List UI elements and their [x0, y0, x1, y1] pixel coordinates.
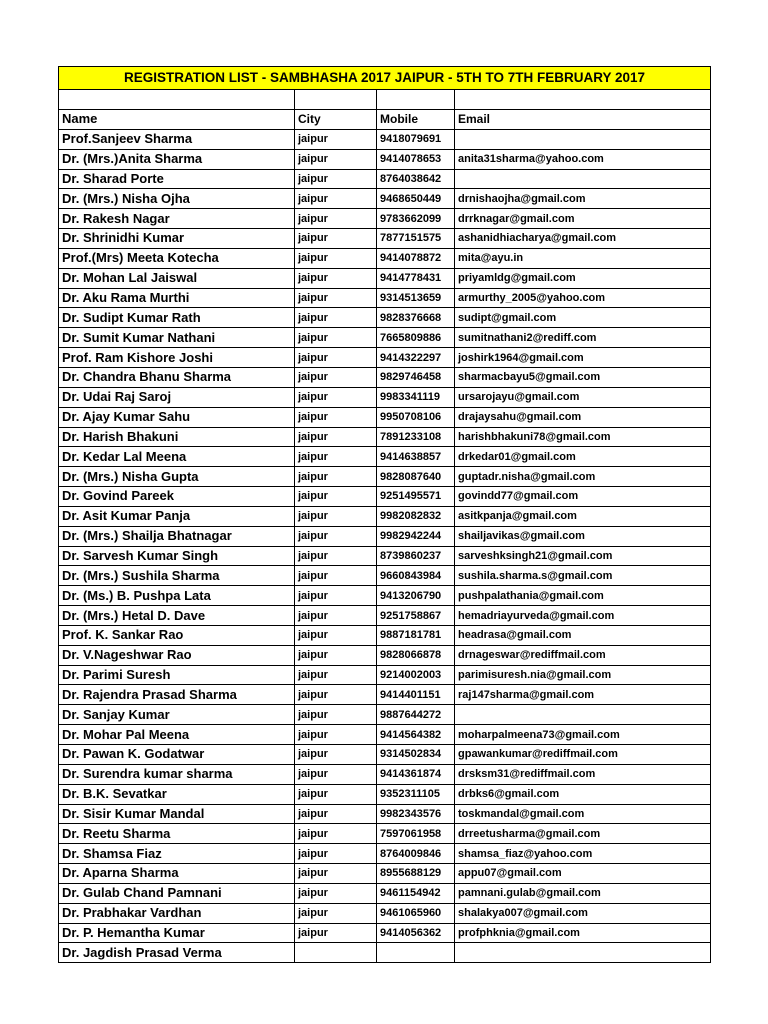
header-email: Email: [455, 110, 711, 130]
city-cell: jaipur: [295, 149, 377, 169]
table-row: [59, 645, 711, 665]
table-row: [59, 149, 711, 169]
mobile-cell: 9950708106: [377, 407, 455, 427]
email-cell: headrasa@gmail.com: [455, 625, 711, 645]
table-row: [59, 248, 711, 268]
table-row: [59, 506, 711, 526]
table-row: [59, 308, 711, 328]
table-row: [59, 864, 711, 884]
mobile-cell: 9982082832: [377, 506, 455, 526]
email-cell: drsksm31@rediffmail.com: [455, 764, 711, 784]
mobile-cell: 9887644272: [377, 705, 455, 725]
email-cell: toskmandal@gmail.com: [455, 804, 711, 824]
table-row: [59, 625, 711, 645]
table-row: [59, 606, 711, 626]
city-cell: jaipur: [295, 367, 377, 387]
city-cell: jaipur: [295, 189, 377, 209]
email-cell: moharpalmeena73@gmail.com: [455, 725, 711, 745]
name-cell: Dr. P. Hemantha Kumar: [59, 923, 295, 943]
email-cell: [455, 169, 711, 189]
email-cell: pamnani.gulab@gmail.com: [455, 883, 711, 903]
email-cell: drkedar01@gmail.com: [455, 447, 711, 467]
name-cell: Dr. Sarvesh Kumar Singh: [59, 546, 295, 566]
mobile-cell: 8764009846: [377, 844, 455, 864]
mobile-cell: 7891233108: [377, 427, 455, 447]
email-cell: parimisuresh.nia@gmail.com: [455, 665, 711, 685]
table-row: [59, 467, 711, 487]
email-cell: ashanidhiacharya@gmail.com: [455, 229, 711, 249]
table-row: [59, 804, 711, 824]
header-row: [59, 110, 711, 130]
city-cell: jaipur: [295, 844, 377, 864]
email-cell: shalakya007@gmail.com: [455, 903, 711, 923]
name-cell: Dr. Aku Rama Murthi: [59, 288, 295, 308]
email-cell: sumitnathani2@rediff.com: [455, 328, 711, 348]
name-cell: Dr. (Mrs.) Shailja Bhatnagar: [59, 526, 295, 546]
mobile-cell: 9783662099: [377, 209, 455, 229]
table-row: [59, 209, 711, 229]
table-row: [59, 725, 711, 745]
table-row: [59, 526, 711, 546]
email-cell: drreetusharma@gmail.com: [455, 824, 711, 844]
name-cell: Dr. Reetu Sharma: [59, 824, 295, 844]
table-row: [59, 784, 711, 804]
email-cell: profphknia@gmail.com: [455, 923, 711, 943]
city-cell: jaipur: [295, 407, 377, 427]
name-cell: Dr. Jagdish Prasad Verma: [59, 943, 295, 963]
mobile-cell: 9828376668: [377, 308, 455, 328]
city-cell: jaipur: [295, 268, 377, 288]
city-cell: [295, 943, 377, 963]
sheet-title: REGISTRATION LIST - SAMBHASHA 2017 JAIPUR - 5TH TO 7TH FEBRUARY 2017: [59, 67, 711, 90]
email-cell: sushila.sharma.s@gmail.com: [455, 566, 711, 586]
table-row: [59, 566, 711, 586]
email-cell: shailjavikas@gmail.com: [455, 526, 711, 546]
name-cell: Dr. V.Nageshwar Rao: [59, 645, 295, 665]
city-cell: jaipur: [295, 586, 377, 606]
name-cell: Dr. Mohan Lal Jaiswal: [59, 268, 295, 288]
table-row: [59, 367, 711, 387]
table-row: [59, 546, 711, 566]
table-row: [59, 903, 711, 923]
city-cell: jaipur: [295, 387, 377, 407]
table-row: [59, 169, 711, 189]
registration-table: [58, 66, 711, 963]
city-cell: jaipur: [295, 784, 377, 804]
name-cell: Dr. Harish Bhakuni: [59, 427, 295, 447]
city-cell: jaipur: [295, 328, 377, 348]
city-cell: jaipur: [295, 229, 377, 249]
city-cell: jaipur: [295, 288, 377, 308]
header-name: Name: [59, 110, 295, 130]
email-cell: ursarojayu@gmail.com: [455, 387, 711, 407]
header-city: City: [295, 110, 377, 130]
city-cell: jaipur: [295, 685, 377, 705]
name-cell: Dr. Shamsa Fiaz: [59, 844, 295, 864]
name-cell: Dr. Pawan K. Godatwar: [59, 745, 295, 765]
email-cell: joshirk1964@gmail.com: [455, 348, 711, 368]
blank-row: [59, 90, 711, 110]
mobile-cell: 9414401151: [377, 685, 455, 705]
table-row: [59, 328, 711, 348]
table-row: [59, 923, 711, 943]
mobile-cell: 9461065960: [377, 903, 455, 923]
table-row: [59, 883, 711, 903]
mobile-cell: 8764038642: [377, 169, 455, 189]
name-cell: Prof.Sanjeev Sharma: [59, 129, 295, 149]
name-cell: Dr. (Mrs.) Sushila Sharma: [59, 566, 295, 586]
city-cell: jaipur: [295, 308, 377, 328]
name-cell: Dr. Gulab Chand Pamnani: [59, 883, 295, 903]
mobile-cell: 9414322297: [377, 348, 455, 368]
email-cell: mita@ayu.in: [455, 248, 711, 268]
city-cell: jaipur: [295, 546, 377, 566]
city-cell: jaipur: [295, 764, 377, 784]
name-cell: Dr. Mohar Pal Meena: [59, 725, 295, 745]
email-cell: [455, 129, 711, 149]
title-row: [59, 67, 711, 90]
city-cell: jaipur: [295, 447, 377, 467]
city-cell: jaipur: [295, 864, 377, 884]
header-mobile: Mobile: [377, 110, 455, 130]
email-cell: harishbhakuni78@gmail.com: [455, 427, 711, 447]
name-cell: Dr. Rajendra Prasad Sharma: [59, 685, 295, 705]
email-cell: drajaysahu@gmail.com: [455, 407, 711, 427]
name-cell: Prof. Ram Kishore Joshi: [59, 348, 295, 368]
email-cell: pushpalathania@gmail.com: [455, 586, 711, 606]
name-cell: Dr. (Mrs.) Nisha Gupta: [59, 467, 295, 487]
email-cell: sarveshksingh21@gmail.com: [455, 546, 711, 566]
city-cell: jaipur: [295, 506, 377, 526]
mobile-cell: 7597061958: [377, 824, 455, 844]
name-cell: Dr. (Mrs.) Nisha Ojha: [59, 189, 295, 209]
name-cell: Dr. (Mrs.)Anita Sharma: [59, 149, 295, 169]
city-cell: jaipur: [295, 248, 377, 268]
email-cell: govindd77@gmail.com: [455, 487, 711, 507]
table-row: [59, 427, 711, 447]
mobile-cell: 9983341119: [377, 387, 455, 407]
table-row: [59, 943, 711, 963]
name-cell: Dr. Govind Pareek: [59, 487, 295, 507]
table-row: [59, 348, 711, 368]
name-cell: Dr. B.K. Sevatkar: [59, 784, 295, 804]
name-cell: Dr. Udai Raj Saroj: [59, 387, 295, 407]
mobile-cell: 9352311105: [377, 784, 455, 804]
name-cell: Dr. Sisir Kumar Mandal: [59, 804, 295, 824]
table-row: [59, 407, 711, 427]
mobile-cell: 9887181781: [377, 625, 455, 645]
mobile-cell: 9828087640: [377, 467, 455, 487]
city-cell: jaipur: [295, 625, 377, 645]
name-cell: Dr. Sanjay Kumar: [59, 705, 295, 725]
email-cell: guptadr.nisha@gmail.com: [455, 467, 711, 487]
city-cell: jaipur: [295, 824, 377, 844]
name-cell: Dr. Sharad Porte: [59, 169, 295, 189]
name-cell: Prof.(Mrs) Meeta Kotecha: [59, 248, 295, 268]
city-cell: jaipur: [295, 705, 377, 725]
table-row: [59, 824, 711, 844]
mobile-cell: 7665809886: [377, 328, 455, 348]
mobile-cell: 9214002003: [377, 665, 455, 685]
mobile-cell: 9413206790: [377, 586, 455, 606]
table-row: [59, 387, 711, 407]
name-cell: Prof. K. Sankar Rao: [59, 625, 295, 645]
city-cell: jaipur: [295, 665, 377, 685]
email-cell: drbks6@gmail.com: [455, 784, 711, 804]
table-row: [59, 129, 711, 149]
name-cell: Dr. Chandra Bhanu Sharma: [59, 367, 295, 387]
city-cell: jaipur: [295, 566, 377, 586]
mobile-cell: 9660843984: [377, 566, 455, 586]
table-row: [59, 487, 711, 507]
mobile-cell: 8955688129: [377, 864, 455, 884]
name-cell: Dr. Sumit Kumar Nathani: [59, 328, 295, 348]
blank-cell: [455, 90, 711, 110]
city-cell: jaipur: [295, 129, 377, 149]
city-cell: jaipur: [295, 427, 377, 447]
table-row: [59, 764, 711, 784]
table-row: [59, 229, 711, 249]
name-cell: Dr. Parimi Suresh: [59, 665, 295, 685]
name-cell: Dr. Ajay Kumar Sahu: [59, 407, 295, 427]
email-cell: appu07@gmail.com: [455, 864, 711, 884]
name-cell: Dr. Prabhakar Vardhan: [59, 903, 295, 923]
city-cell: jaipur: [295, 348, 377, 368]
city-cell: jaipur: [295, 467, 377, 487]
table-row: [59, 268, 711, 288]
blank-cell: [377, 90, 455, 110]
name-cell: Dr. Kedar Lal Meena: [59, 447, 295, 467]
email-cell: [455, 943, 711, 963]
city-cell: jaipur: [295, 725, 377, 745]
email-cell: drnageswar@rediffmail.com: [455, 645, 711, 665]
mobile-cell: 9982343576: [377, 804, 455, 824]
city-cell: jaipur: [295, 804, 377, 824]
mobile-cell: 9418079691: [377, 129, 455, 149]
name-cell: Dr. Surendra kumar sharma: [59, 764, 295, 784]
name-cell: Dr. Aparna Sharma: [59, 864, 295, 884]
email-cell: sudipt@gmail.com: [455, 308, 711, 328]
mobile-cell: 9251758867: [377, 606, 455, 626]
name-cell: Dr. Sudipt Kumar Rath: [59, 308, 295, 328]
mobile-cell: 9314513659: [377, 288, 455, 308]
table-row: [59, 665, 711, 685]
name-cell: Dr. Asit Kumar Panja: [59, 506, 295, 526]
name-cell: Dr. (Mrs.) Hetal D. Dave: [59, 606, 295, 626]
blank-cell: [59, 90, 295, 110]
table-row: [59, 189, 711, 209]
city-cell: jaipur: [295, 209, 377, 229]
email-cell: drrknagar@gmail.com: [455, 209, 711, 229]
table-row: [59, 844, 711, 864]
email-cell: priyamldg@gmail.com: [455, 268, 711, 288]
name-cell: Dr. Shrinidhi Kumar: [59, 229, 295, 249]
email-cell: gpawankumar@rediffmail.com: [455, 745, 711, 765]
blank-cell: [295, 90, 377, 110]
email-cell: hemadriayurveda@gmail.com: [455, 606, 711, 626]
mobile-cell: 9414778431: [377, 268, 455, 288]
city-cell: jaipur: [295, 606, 377, 626]
table-row: [59, 586, 711, 606]
table-row: [59, 745, 711, 765]
mobile-cell: 7877151575: [377, 229, 455, 249]
city-cell: jaipur: [295, 645, 377, 665]
mobile-cell: 9414564382: [377, 725, 455, 745]
city-cell: jaipur: [295, 883, 377, 903]
mobile-cell: 9251495571: [377, 487, 455, 507]
mobile-cell: [377, 943, 455, 963]
city-cell: jaipur: [295, 903, 377, 923]
table-row: [59, 685, 711, 705]
email-cell: anita31sharma@yahoo.com: [455, 149, 711, 169]
name-cell: Dr. (Ms.) B. Pushpa Lata: [59, 586, 295, 606]
city-cell: jaipur: [295, 745, 377, 765]
mobile-cell: 9982942244: [377, 526, 455, 546]
email-cell: shamsa_fiaz@yahoo.com: [455, 844, 711, 864]
table-row: [59, 447, 711, 467]
mobile-cell: 9414078653: [377, 149, 455, 169]
email-cell: drnishaojha@gmail.com: [455, 189, 711, 209]
mobile-cell: 9829746458: [377, 367, 455, 387]
email-cell: armurthy_2005@yahoo.com: [455, 288, 711, 308]
email-cell: [455, 705, 711, 725]
email-cell: asitkpanja@gmail.com: [455, 506, 711, 526]
mobile-cell: 9414056362: [377, 923, 455, 943]
email-cell: raj147sharma@gmail.com: [455, 685, 711, 705]
mobile-cell: 9461154942: [377, 883, 455, 903]
mobile-cell: 8739860237: [377, 546, 455, 566]
city-cell: jaipur: [295, 487, 377, 507]
mobile-cell: 9828066878: [377, 645, 455, 665]
mobile-cell: 9414361874: [377, 764, 455, 784]
mobile-cell: 9314502834: [377, 745, 455, 765]
name-cell: Dr. Rakesh Nagar: [59, 209, 295, 229]
email-cell: sharmacbayu5@gmail.com: [455, 367, 711, 387]
mobile-cell: 9468650449: [377, 189, 455, 209]
mobile-cell: 9414078872: [377, 248, 455, 268]
city-cell: jaipur: [295, 169, 377, 189]
city-cell: jaipur: [295, 526, 377, 546]
table-row: [59, 288, 711, 308]
mobile-cell: 9414638857: [377, 447, 455, 467]
city-cell: jaipur: [295, 923, 377, 943]
table-row: [59, 705, 711, 725]
